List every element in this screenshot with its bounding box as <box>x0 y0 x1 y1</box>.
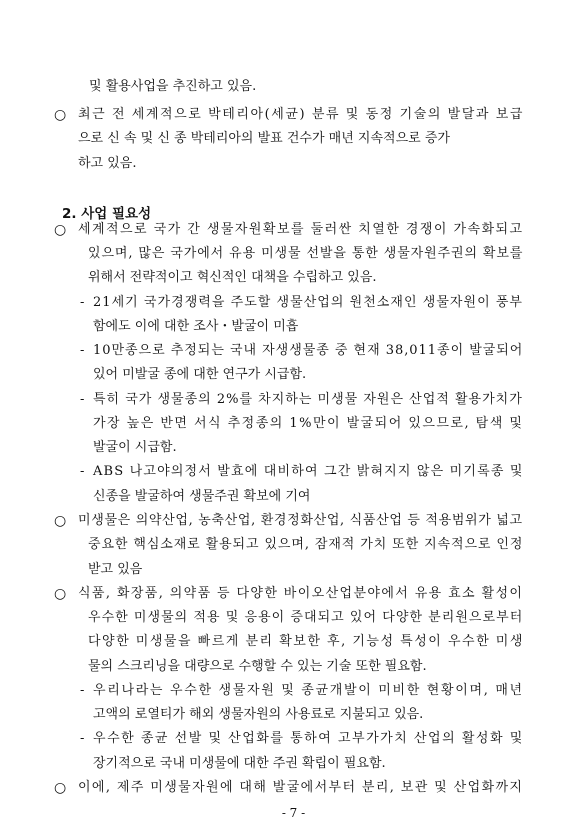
circle-bullet-icon: ○ <box>54 513 67 529</box>
text-line: 으로 신 속 및 신 종 박테리아의 발표 건수가 매년 지속적으로 증가 <box>78 131 450 146</box>
text-line: 있어 미발굴 종에 대한 연구가 시급함. <box>93 367 307 382</box>
text-line: 및 활용사업을 추진하고 있음. <box>89 79 257 94</box>
circle-bullet-icon: ○ <box>54 107 67 123</box>
circle-bullet-icon: ○ <box>54 780 67 796</box>
text-line: 이에, 제주 미생물자원에 대해 발굴에서부터 분리, 보관 및 산업화까지 <box>78 780 524 795</box>
text-line: 우리나라는 우수한 생물자원 및 종균개발이 미비한 현황이며, 매년 <box>93 683 524 698</box>
circle-bullet-icon: ○ <box>54 586 67 602</box>
text-line: 식품, 화장품, 의약품 등 다양한 바이오산업분야에서 유용 효소 활성이 <box>78 586 524 601</box>
text-line: 받고 있음 <box>88 562 143 577</box>
text-line: 중요한 핵심소재로 활용되고 있으며, 잠재적 가치 또한 지속적으로 인정 <box>88 537 524 552</box>
dash-bullet: - <box>80 295 85 310</box>
text-line: 특히 국가 생물종의 2%를 차지하는 미생물 자원은 산업적 활용가치가 <box>93 392 523 407</box>
dash-bullet: - <box>80 464 85 479</box>
dash-bullet: - <box>80 731 85 746</box>
text-line: 우수한 종균 선발 및 산업화를 통하여 고부가가치 산업의 활성화 및 <box>93 731 524 746</box>
text-line: 물의 스크리닝을 대량으로 수행할 수 있는 기술 또한 필요함. <box>88 659 427 674</box>
text-line: 21세기 국가경쟁력을 주도할 생물산업의 원천소재인 생물자원이 풍부 <box>93 295 524 310</box>
text-line: 세계적으로 국가 간 생물자원확보를 둘러싼 치열한 경쟁이 가속화되고 <box>78 222 524 237</box>
dash-bullet: - <box>80 392 85 407</box>
text-line: 있으며, 많은 국가에서 유용 미생물 선발을 통한 생물자원주권의 확보를 <box>88 246 524 261</box>
text-line: 함에도 이에 대한 조사・발굴이 미흡 <box>93 319 299 334</box>
text-line: 위해서 전략적이고 혁신적인 대책을 수립하고 있음. <box>88 270 377 285</box>
text-line: 우수한 미생물의 적용 및 응용이 증대되고 있어 다양한 분리원으로부터 <box>88 610 524 625</box>
text-line: 신종을 발굴하여 생물주권 확보에 기여 <box>93 489 311 504</box>
text-line: 미생물은 의약산업, 농축산업, 환경정화산업, 식품산업 등 적용범위가 넓고 <box>78 513 523 528</box>
page-number: - 7 - <box>281 806 306 820</box>
text-line: 장기적으로 국내 미생물에 대한 주권 확립이 필요함. <box>93 756 386 771</box>
text-line: 최근 전 세계적으로 박테리아(세균) 분류 및 동정 기술의 발달과 보급 <box>78 107 524 122</box>
text-line: 다양한 미생물을 빠르게 분리 확보한 후, 기능성 특성이 우수한 미생 <box>88 634 524 649</box>
section-heading: 2. 사업 필요성 <box>62 206 152 222</box>
circle-bullet-icon: ○ <box>54 222 67 238</box>
text-line: 가장 높은 반면 서식 추정종의 1%만이 발굴되어 있으므로, 탐색 및 <box>93 416 524 431</box>
text-line: 하고 있음. <box>78 156 137 171</box>
dash-bullet: - <box>80 343 85 358</box>
text-line: 고액의 로열티가 해외 생물자원의 사용료로 지불되고 있음. <box>93 707 424 722</box>
text-line: 발굴이 시급함. <box>93 440 177 455</box>
text-line: 10만종으로 추정되는 국내 자생생물종 중 현재 38,011종이 발굴되어 <box>93 343 524 358</box>
dash-bullet: - <box>80 683 85 698</box>
text-line: ABS 나고야의정서 발효에 대비하여 그간 밝혀지지 않은 미기록종 및 <box>93 464 524 479</box>
